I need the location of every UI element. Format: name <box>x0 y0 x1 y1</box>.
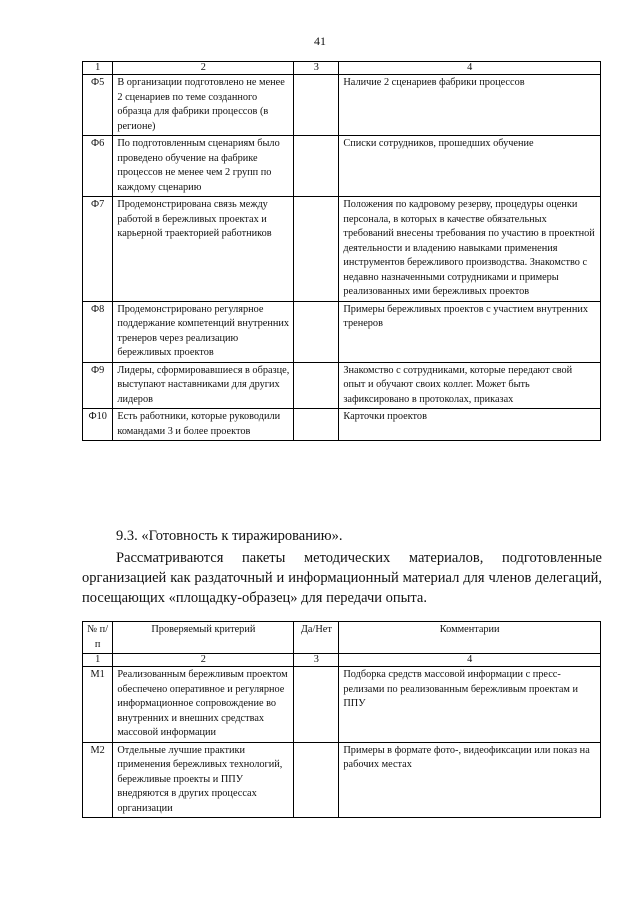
header-comments: Комментарии <box>339 622 601 654</box>
column-number: 2 <box>113 62 294 75</box>
column-number: 3 <box>294 62 339 75</box>
table-row <box>83 301 601 362</box>
comment-cell: Списки сотрудников, прошедших обучение <box>339 136 601 197</box>
criterion-cell: Продемонстрировано регулярное поддержание компетенций внутренних тренеров через реализацию бережливых проектов <box>113 301 294 362</box>
criterion-cell: Реализованным бережливым проектом обеспечено оперативное и регулярное информационное сопровождение во внутренних и внешних средствах массовой информации <box>113 667 294 743</box>
table-row <box>83 742 601 818</box>
criterion-cell: Продемонстрирована связь между работой в бережливых проектах и карьерной траекторией работников <box>113 197 294 302</box>
comment-cell: Знакомство с сотрудниками, которые передают свой опыт и обучают своих коллег. Может быть зафиксировано в протоколах, приказах <box>339 362 601 409</box>
page-number: 41 <box>314 34 326 48</box>
column-number: 3 <box>294 654 339 667</box>
criterion-cell: Отдельные лучшие практики применения бережливых технологий, бережливые проекты и ППУ внедряются в других процессах организации <box>113 742 294 818</box>
answer-cell <box>294 409 339 441</box>
column-number: 1 <box>83 62 113 75</box>
column-number: 1 <box>83 654 113 667</box>
row-id: Ф5 <box>83 75 113 136</box>
answer-cell <box>294 301 339 362</box>
row-id: Ф7 <box>83 197 113 302</box>
table-row <box>83 197 601 302</box>
section-paragraph: Рассматриваются пакеты методических материалов, подготовленные организацией как раздаточный и информационный материал для членов делегаций, посещающих «площадку-образец» для передачи опыта. <box>82 550 602 606</box>
criterion-cell: Есть работники, которые руководили командами 3 и более проектов <box>113 409 294 441</box>
table-row <box>83 75 601 136</box>
criterion-cell: В организации подготовлено не менее 2 сценариев по теме созданного образца для фабрики процессов (в регионе) <box>113 75 294 136</box>
answer-cell <box>294 136 339 197</box>
answer-cell <box>294 197 339 302</box>
answer-cell <box>294 75 339 136</box>
row-id: Ф8 <box>83 301 113 362</box>
comment-cell: Примеры бережливых проектов с участием внутренних тренеров <box>339 301 601 362</box>
row-id: Ф10 <box>83 409 113 441</box>
table-row <box>83 409 601 441</box>
answer-cell <box>294 667 339 743</box>
answer-cell <box>294 362 339 409</box>
answer-cell <box>294 742 339 818</box>
criterion-cell: Лидеры, сформировавшиеся в образце, выступают наставниками для других лидеров <box>113 362 294 409</box>
comment-cell: Подборка средств массовой информации с пресс-релизами по реализованным бережливым проектам и ППУ <box>339 667 601 743</box>
comment-cell: Положения по кадровому резерву, процедуры оценки персонала, в которых в качестве обязательных требований внесены требования по участию в проектной деятельности и владению навыками применения инструментов бережливого производства. Знакомство с недавно назначенными сотрудниками и примеры реализованных ими бережливых проектов <box>339 197 601 302</box>
column-number-row <box>83 62 601 75</box>
column-number: 4 <box>339 62 601 75</box>
criteria-table-f <box>82 61 601 441</box>
section-title: 9.3. «Готовность к тиражированию». <box>116 528 343 544</box>
criteria-table-m <box>82 621 601 818</box>
column-number-row <box>83 654 601 667</box>
row-id: Ф6 <box>83 136 113 197</box>
comment-cell: Карточки проектов <box>339 409 601 441</box>
criterion-cell: По подготовленным сценариям было проведено обучение на фабрике процессов не менее чем 2 групп по каждому сценарию <box>113 136 294 197</box>
table-row <box>83 362 601 409</box>
column-number: 4 <box>339 654 601 667</box>
header-yes-no: Да/Нет <box>294 622 339 654</box>
header-number: № п/п <box>83 622 113 654</box>
header-criterion: Проверяемый критерий <box>113 622 294 654</box>
table-header-row <box>83 622 601 654</box>
comment-cell: Наличие 2 сценариев фабрики процессов <box>339 75 601 136</box>
row-id: Ф9 <box>83 362 113 409</box>
table-row <box>83 136 601 197</box>
comment-cell: Примеры в формате фото-, видеофиксации или показ на рабочих местах <box>339 742 601 818</box>
table-row <box>83 667 601 743</box>
column-number: 2 <box>113 654 294 667</box>
row-id: М2 <box>83 742 113 818</box>
row-id: М1 <box>83 667 113 743</box>
